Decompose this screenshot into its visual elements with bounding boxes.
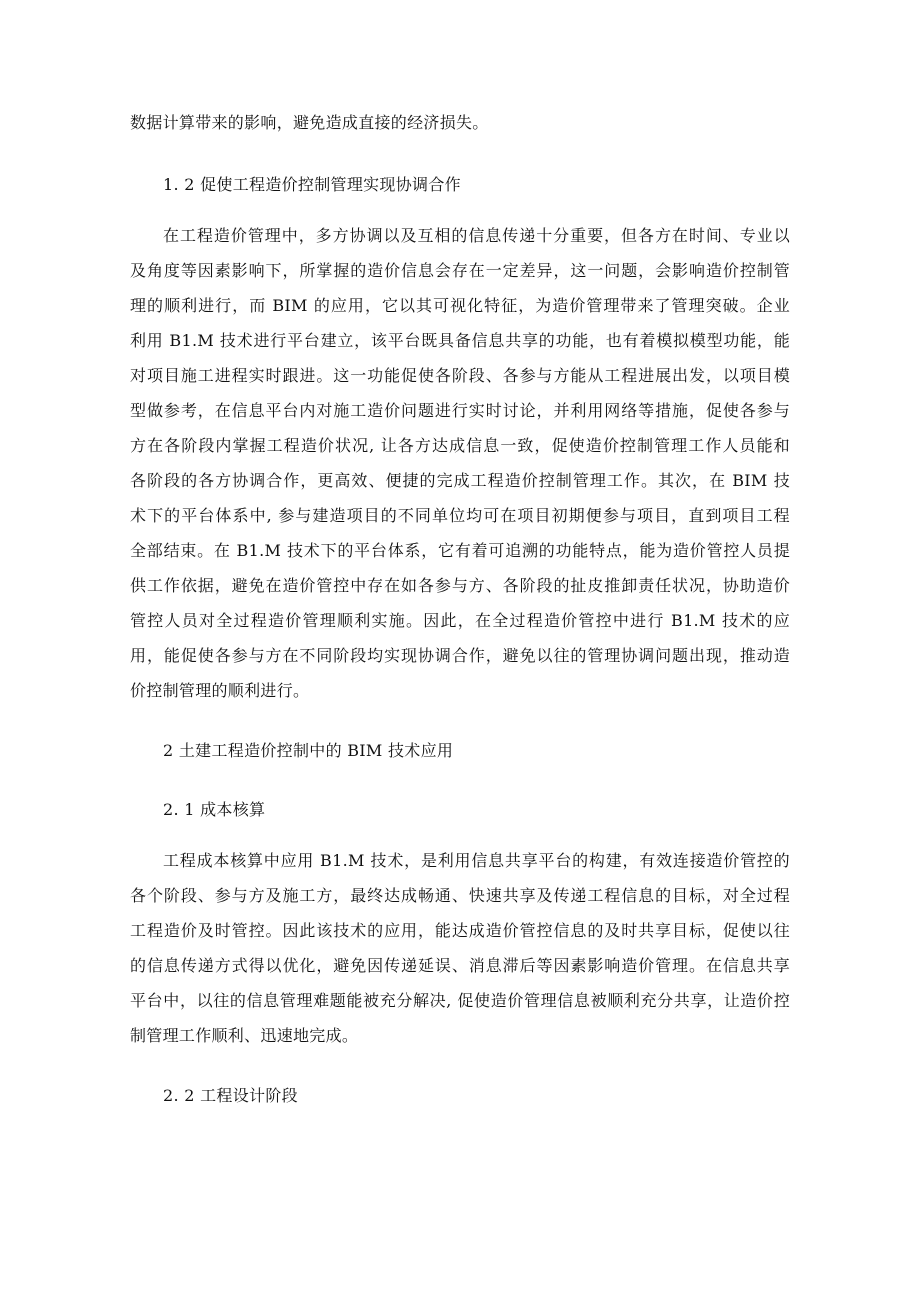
paragraph-line: 型做参考，在信息平台内对施工造价问题进行实时讨论，并利用网络等措施，促使各参与 [130, 401, 790, 420]
paragraph-line: 制管理工作顺利、迅速地完成。 [130, 1026, 359, 1045]
paragraph-line: 管控人员对全过程造价管理顺利实施。因此，在全过程造价管控中进行 B1.M 技术的应 [130, 611, 790, 630]
paragraph-line: 各阶段的各方协调合作，更高效、便捷的完成工程造价控制管理工作。其次，在 BIM 技 [130, 471, 790, 490]
paragraph-line: 供工作依据，避免在造价管控中存在如各参与方、各阶段的扯皮推卸责任状况，协助造价 [130, 576, 790, 595]
subsection-heading: 2. 1 成本核算 [163, 800, 266, 819]
paragraph-line: 方在各阶段内掌握工程造价状况, 让各方达成信息一致，促使造价控制管理工作人员能和 [130, 436, 790, 455]
paragraph-line: 利用 B1.M 技术进行平台建立，该平台既具备信息共享的功能，也有着模拟模型功能，能 [130, 331, 790, 350]
paragraph-line: 对项目施工进程实时跟进。这一功能促使各阶段、各参与方能从工程进展出发，以项目模 [130, 366, 790, 385]
paragraph-line: 全部结束。在 B1.M 技术下的平台体系，它有着可追溯的功能特点，能为造价管控人员提 [130, 541, 790, 560]
section-heading: 1. 2 促使工程造价控制管理实现协调合作 [163, 175, 461, 194]
section-heading: 2 土建工程造价控制中的 BIM 技术应用 [163, 741, 454, 760]
paragraph-line: 用，能促使各参与方在不同阶段均实现协调合作，避免以往的管理协调问题出现，推动造 [130, 646, 790, 665]
paragraph-line: 工程成本核算中应用 B1.M 技术，是利用信息共享平台的构建，有效连接造价管控的 [163, 851, 790, 870]
paragraph-line: 理的顺利进行，而 BIM 的应用，它以其可视化特征，为造价管理带来了管理突破。企业 [130, 296, 790, 315]
subsection-heading: 2. 2 工程设计阶段 [163, 1086, 298, 1105]
paragraph-line: 平台中，以往的信息管理难题能被充分解决, 促使造价管理信息被顺利充分共享，让造价控 [130, 991, 790, 1010]
paragraph-line: 数据计算带来的影响，避免造成直接的经济损失。 [130, 113, 489, 132]
paragraph-line: 工程造价及时管控。因此该技术的应用，能达成造价管控信息的及时共享目标，促使以往 [130, 921, 790, 940]
paragraph-line: 各个阶段、参与方及施工方，最终达成畅通、快速共享及传递工程信息的目标，对全过程 [130, 886, 790, 905]
paragraph-line: 的信息传递方式得以优化，避免因传递延误、消息滞后等因素影响造价管理。在信息共享 [130, 956, 790, 975]
paragraph-line: 在工程造价管理中，多方协调以及互相的信息传递十分重要，但各方在时间、专业以 [163, 226, 790, 245]
paragraph-line: 价控制管理的顺利进行。 [130, 681, 310, 700]
paragraph-line: 术下的平台体系中, 参与建造项目的不同单位均可在项目初期便参与项目，直到项目工程 [130, 506, 790, 525]
paragraph-line: 及角度等因素影响下，所掌握的造价信息会存在一定差异，这一问题，会影响造价控制管 [130, 261, 790, 280]
